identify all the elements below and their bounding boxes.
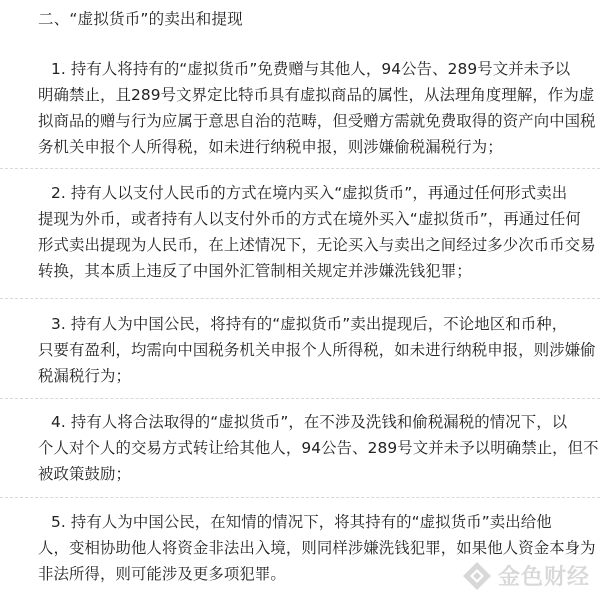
paragraph-line: 5. 持有人为中国公民，在知情的情况下，将其持有的“虚拟货币”卖出给他 — [51, 513, 552, 531]
paragraph-line: 形式卖出提现为人民币，在上述情况下，无论买入与卖出之间经过多少次币币交易 — [38, 236, 596, 254]
paragraph-line: 3. 持有人为中国公民，将持有的“虚拟货币”卖出提现后，不论地区和币种， — [51, 315, 568, 333]
paragraph-divider — [0, 168, 600, 169]
paragraph-4 — [38, 409, 599, 487]
paragraph-line: 税漏税行为； — [38, 367, 131, 385]
paragraph-line: 被政策鼓励； — [38, 465, 131, 483]
paragraph-line: 务机关申报个人所得税，如未进行纳税申报，则涉嫌偷税漏税行为； — [38, 138, 503, 156]
paragraph-line: 转换，其本质上违反了中国外汇管制相关规定并涉嫌洗钱犯罪； — [38, 262, 472, 280]
paragraph-3 — [38, 311, 596, 389]
paragraph-line: 人，变相协助他人将资金非法出入境，则同样涉嫌洗钱犯罪，如果他人资金本身为 — [38, 539, 596, 557]
paragraph-2 — [38, 180, 596, 284]
jinse-logo-icon — [462, 561, 492, 591]
watermark-text: 金色财经 — [497, 565, 590, 590]
paragraph-line: 提现为外币，或者持有人以支付外币的方式在境外买入“虚拟货币”，再通过任何 — [38, 210, 581, 228]
paragraph-line: 个人对个人的交易方式转让给其他人，94公告、289号文并未予以明确禁止，但不 — [38, 439, 599, 457]
watermark — [462, 560, 590, 591]
section-heading: 二、“虚拟货币”的卖出和提现 — [38, 10, 243, 28]
paragraph-line: 2. 持有人以支付人民币的方式在境内买入“虚拟货币”，再通过任何形式卖出 — [51, 184, 568, 202]
paragraph-divider — [0, 398, 600, 399]
paragraph-divider — [0, 298, 600, 299]
paragraph-divider — [0, 497, 600, 498]
paragraph-1 — [38, 56, 596, 160]
paragraph-line: 明确禁止，且289号文界定比特币具有虚拟商品的属性，从法理角度理解，作为虚 — [38, 86, 595, 104]
paragraph-line: 只要有盈利，均需向中国税务机关申报个人所得税，如未进行纳税申报，则涉嫌偷 — [38, 341, 596, 359]
paragraph-line: 4. 持有人将合法取得的“虚拟货币”，在不涉及洗钱和偷税漏税的情况下，以 — [51, 413, 568, 431]
paragraph-line: 1. 持有人将持有的“虚拟货币”免费赠与其他人，94公告、289号文并未予以 — [51, 60, 571, 78]
paragraph-line: 拟商品的赠与行为应属于意思自治的范畴，但受赠方需就免费取得的资产向中国税 — [38, 112, 596, 130]
paragraph-line: 非法所得，则可能涉及更多项犯罪。 — [38, 565, 286, 583]
